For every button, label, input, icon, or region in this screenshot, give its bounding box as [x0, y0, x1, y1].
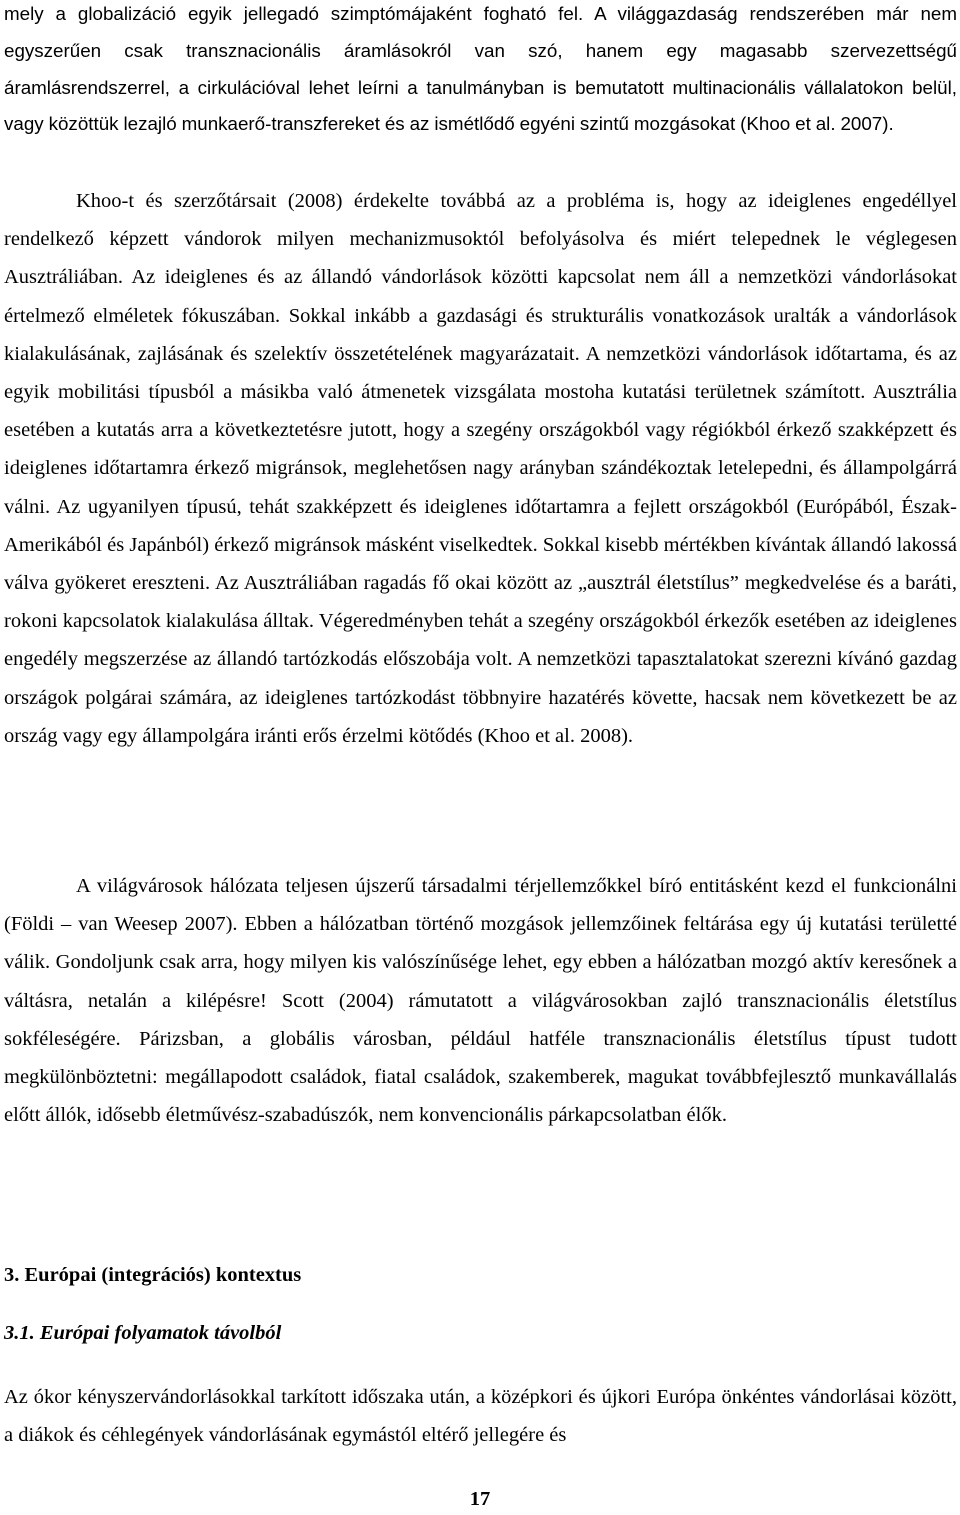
body-paragraph: mely a globalizáció egyik jellegadó szimptómájaként fogható fel. A világgazdaság rendszerében már nem egyszerűen csak transznacionális áramlásokról van szó, hanem egy magasabb szervezettségű áramlásrendszerrel, a cirkulációval lehet leírni a tanulmányban is bemutatott multinacionális vállalatokon belül, vagy közöttük lezajló munkaerő-transzfereket és az ismétlődő egyéni szintű mozgásokat (Khoo et al. 2007). [4, 3, 957, 135]
subsection-heading: 3.1. Európai folyamatok távolból [4, 1322, 282, 1344]
body-paragraph: Khoo-t és szerzőtársait (2008) érdekelte továbbá az a probléma is, hogy az ideiglenes engedéllyel rendelkező képzett vándorok milyen mechanizmusoktól befolyásolva és miért telepednek le véglegesen Ausztráliában. Az ideiglenes és az állandó vándorlások közötti kapcsolat nem áll a nemzetközi vándorlásokat értelmező elméletek fókuszában. Sokkal inkább a gazdasági és strukturális vonatkozások uralták a vándorlások kialakulásának, zajlásának és szelektív összetételének magyarázatait. A nemzetközi vándorlások időtartama, és az egyik mobilitási típusból a másikba való átmenetek vizsgálata mostoha kutatási területnek számított. Ausztrália esetében a kutatás arra a következtetésre jutott, hogy a szegény országokból vagy régiókból érkező szakképzett és ideiglenes időtartamra érkező migránsok, meglehetősen nagy arányban szándékoztak letelepedni, és állampolgárrá válni. Az ugyanilyen típusú, tehát szakképzett és ideiglenes időtartamra a fejlett országokból (Európából, Észak-Amerikából és Japánból) érkező migránsok másként viselkedtek. Sokkal kisebb mértékben kívántak állandó lakossá válva gyökeret ereszteni. Az Ausztráliában ragadás fő okai között az „ausztrál életstílus” megkedvelése és a baráti, rokoni kapcsolatok kialakulása álltak. Végeredményben tehát a szegény országokból érkezők esetében az ideiglenes engedély megszerzése az állandó tartózkodás előszobája volt. A nemzetközi tapasztalatokat szerezni kívánó gazdag országok polgárai számára, az ideiglenes tartózkodást többnyire hazatérés követte, hacsak nem következett be az ország vagy egy állampolgára iránti erős érzelmi kötődés (Khoo et al. 2008). [4, 190, 957, 747]
page-number: 17 [469, 1488, 491, 1510]
body-paragraph: Az ókor kényszervándorlásokkal tarkított időszaka után, a középkori és újkori Európa önkéntes vándorlásai között, a diákok és céhlegények vándorlásának egymástól eltérő jellegére és [4, 1386, 957, 1447]
body-paragraph: A világvárosok hálózata teljesen újszerű társadalmi térjellemzőkkel bíró entitásként kezd el funkcionálni (Földi – van Weesep 2007). Ebben a hálózatban történő mozgások jellemzőinek feltárása egy új kutatási területté válik. Gondoljunk csak arra, hogy milyen kis valószínűsége lehet, egy ebben a hálózatban mozgó aktív keresőnek a váltásra, netalán a kilépésre! Scott (2004) rámutatott a világvárosokban zajló transznacionális életstílus sokféleségére. Párizsban, a globális városban, például hatféle transznacionális életstílus típust tudott megkülönböztetni: megállapodott családok, fiatal családok, szakemberek, magukat továbbfejlesztő munkavállalás előtt állók, idősebb életművész-szabadúszók, nem konvencionális párkapcsolatban élők. [4, 875, 957, 1127]
section-heading: 3. Európai (integrációs) kontextus [4, 1264, 302, 1286]
